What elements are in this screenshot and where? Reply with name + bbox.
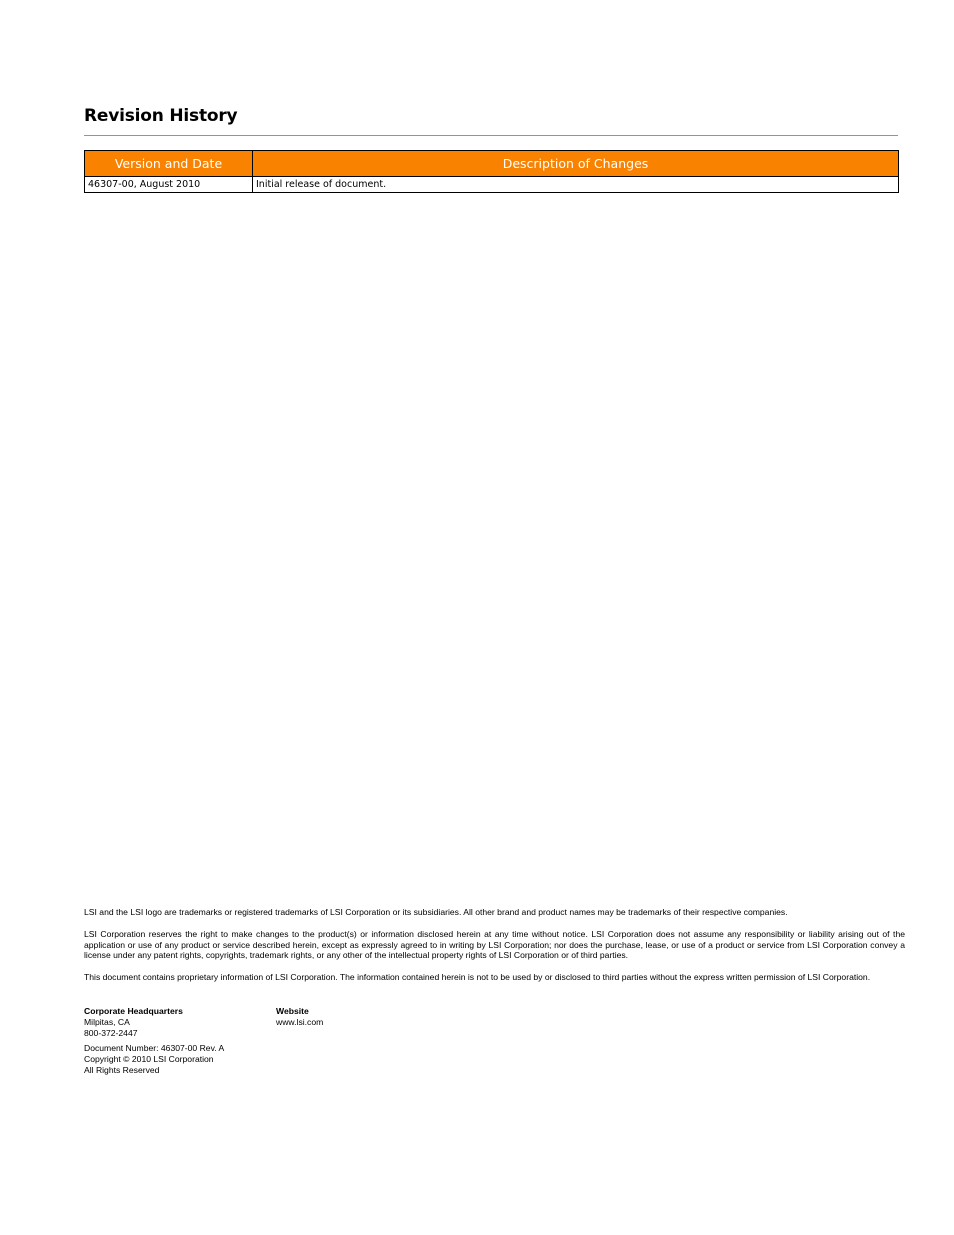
website-block bbox=[276, 1006, 323, 1028]
title-divider bbox=[84, 135, 898, 136]
cell-description: Initial release of document. bbox=[253, 177, 899, 193]
cell-version-date: 46307-00, August 2010 bbox=[85, 177, 253, 193]
column-header-description: Description of Changes bbox=[253, 151, 899, 177]
page-title: Revision History bbox=[84, 106, 238, 126]
document-info bbox=[84, 1043, 224, 1076]
column-header-version-date: Version and Date bbox=[85, 151, 253, 177]
table-header-row bbox=[85, 151, 899, 177]
trademark-notice: LSI and the LSI logo are trademarks or registered trademarks of LSI Corporation or its subsidiaries. All other brand and product names may be trademarks of their respective companies. bbox=[84, 907, 788, 917]
headquarters-phone: 800-372-2447 bbox=[84, 1028, 138, 1038]
table-row bbox=[85, 177, 899, 193]
website-link[interactable]: www.lsi.com bbox=[276, 1017, 324, 1027]
proprietary-notice: This document contains proprietary information of LSI Corporation. The information contained herein is not to be used by or disclosed to third parties without the express written permission of LSI Corporation. bbox=[84, 972, 871, 983]
rights-line: All Rights Reserved bbox=[84, 1065, 160, 1075]
headquarters-city: Milpitas, CA bbox=[84, 1017, 130, 1027]
copyright-line: Copyright © 2010 LSI Corporation bbox=[84, 1054, 214, 1064]
legal-notices bbox=[84, 907, 905, 994]
headquarters-label: Corporate Headquarters bbox=[84, 1006, 183, 1016]
revision-history-table bbox=[84, 150, 899, 193]
headquarters-block bbox=[84, 1006, 183, 1039]
disclaimer-notice: LSI Corporation reserves the right to make changes to the product(s) or information disclosed herein at any time without notice. LSI Corporation does not assume any responsibility or liability arising out of the application or use of any product or service described herein, except as expressly agreed to in writing by LSI Corporation; nor does the purchase, lease, or use of a product or service from LSI Corporation convey a license under any patent rights, copyrights, trademark rights, or any other of the intellectual property rights of LSI Corporation or of third parties. bbox=[84, 928, 905, 961]
website-label: Website bbox=[276, 1006, 309, 1016]
document-number: Document Number: 46307-00 Rev. A bbox=[84, 1043, 225, 1053]
